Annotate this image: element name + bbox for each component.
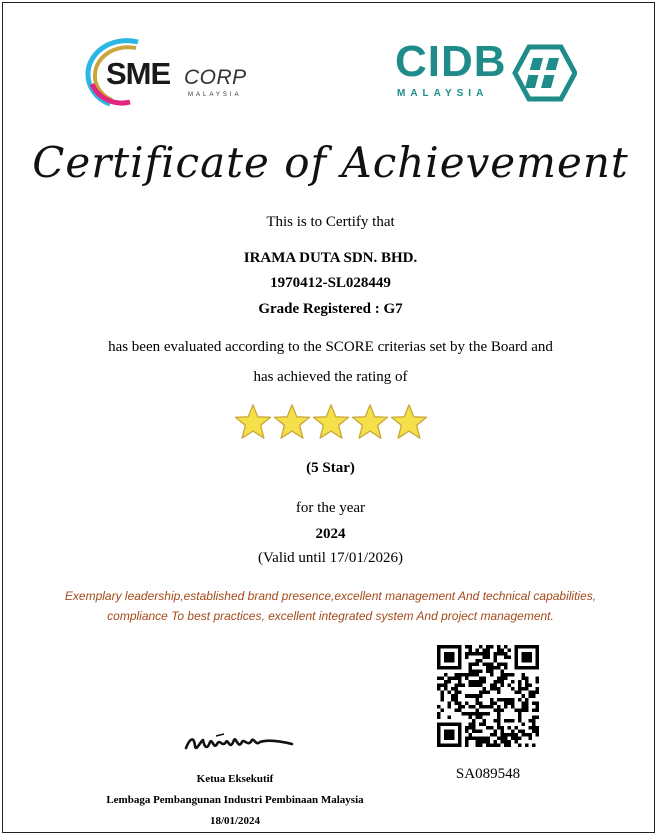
- certificate-title: Certificate of Achievement: [32, 138, 629, 187]
- signatory-title: Ketua Eksekutif: [196, 773, 274, 785]
- star-rating: [0, 403, 661, 441]
- cidb-logo: [395, 37, 585, 106]
- star-icon: [234, 403, 272, 441]
- serial-number: SA089548: [455, 766, 521, 782]
- qr-code-icon: [437, 645, 539, 747]
- certify-intro: This is to Certify that: [266, 214, 395, 230]
- evaluation-line-1: has been evaluated according to the SCORE criterias set by the Board and: [108, 339, 553, 355]
- cidb-hexagon-icon: [511, 44, 577, 102]
- registration-number: 1970412-SL028449: [270, 275, 391, 291]
- company-name: IRAMA DUTA SDN. BHD.: [243, 250, 418, 266]
- star-icon: [390, 403, 428, 441]
- star-icon: [312, 403, 350, 441]
- star-icon: [351, 403, 389, 441]
- qr-code[interactable]: [437, 645, 539, 747]
- signatory-organization: Lembaga Pembangunan Industri Pembinaan Malaysia: [106, 794, 364, 806]
- smecorp-logo-country: MALAYSIA: [188, 92, 242, 98]
- evaluation-line-2: has achieved the rating of: [253, 369, 408, 385]
- cidb-logo-country: MALAYSIA: [397, 88, 489, 99]
- cidb-logo-main: CIDB: [395, 37, 507, 86]
- signatory-date: 18/01/2024: [209, 815, 261, 827]
- valid-until: (Valid until 17/01/2026): [258, 550, 403, 566]
- smecorp-logo-main: SME: [106, 56, 171, 91]
- smecorp-logo-corp: CORP: [184, 66, 247, 89]
- citation: [0, 586, 661, 626]
- grade-registered: Grade Registered : G7: [258, 301, 403, 317]
- certificate-year: 2024: [315, 526, 346, 542]
- star-icon: [273, 403, 311, 441]
- rating-label: (5 Star): [306, 460, 355, 476]
- citation-line-2: compliance To best practices, excellent integrated system And project management.: [107, 609, 554, 623]
- for-the-year-label: for the year: [295, 500, 366, 516]
- smecorp-logo: [80, 36, 270, 108]
- signature-image: [180, 728, 300, 756]
- citation-line-1: Exemplary leadership,established brand presence,excellent management And technical capabilities,: [64, 589, 597, 603]
